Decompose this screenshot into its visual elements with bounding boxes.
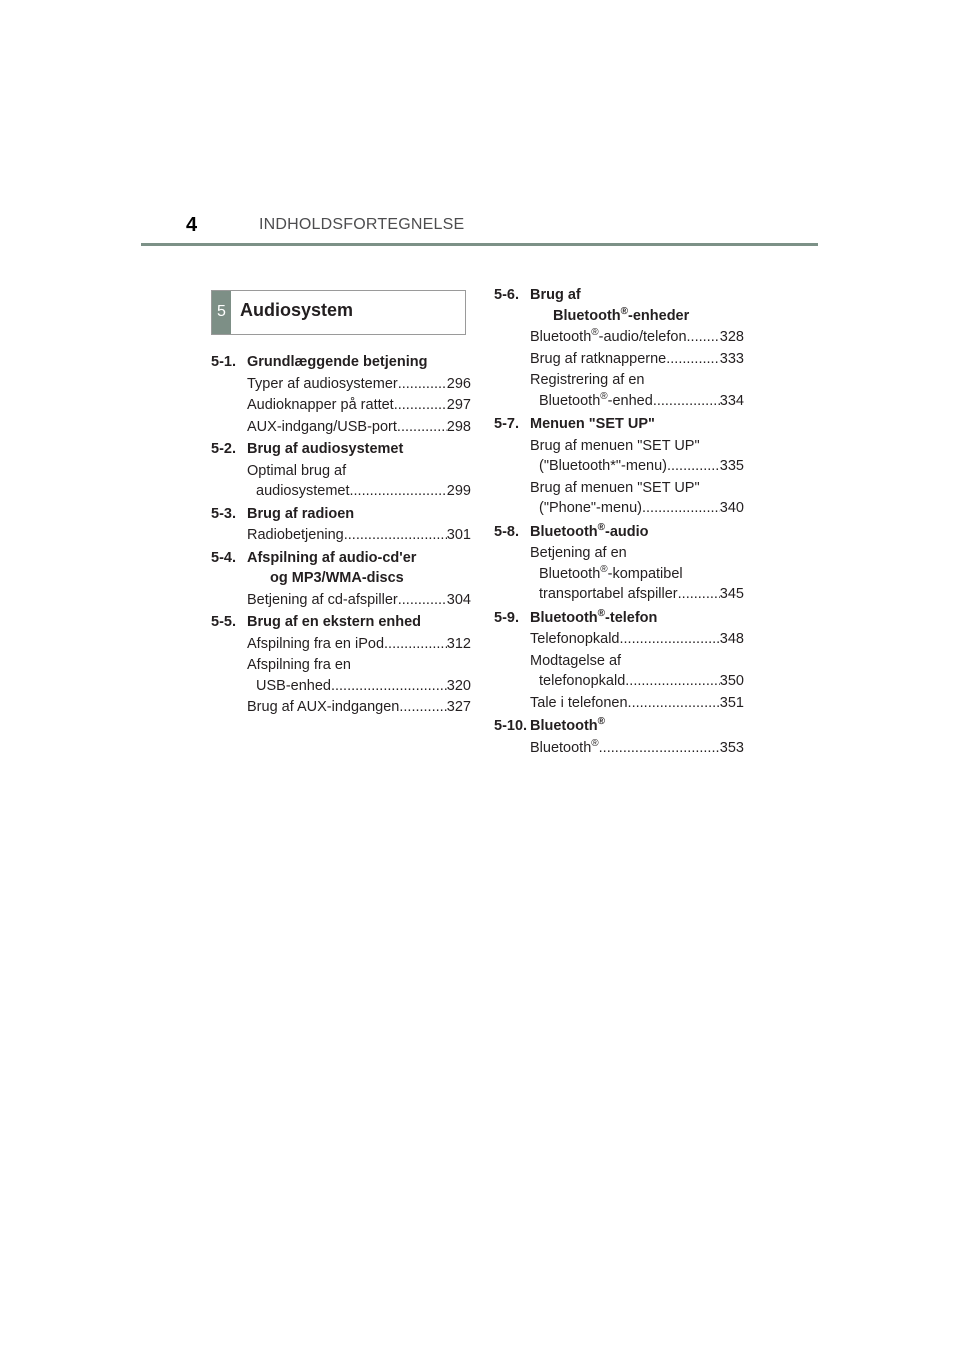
section-title: Audiosystem: [240, 300, 354, 320]
toc-entry: [211, 417, 471, 438]
toc-entry: [211, 395, 471, 416]
toc-column-right: [494, 285, 744, 761]
toc-entry-title: Radiobetjening: [247, 527, 344, 543]
toc-entry-text-line: Afspilning fra en: [247, 657, 351, 673]
section-title-box: [211, 290, 466, 335]
toc-column-left: [211, 352, 471, 720]
toc-chapter-number: 5-1.: [211, 354, 236, 370]
page-number: 4: [186, 214, 198, 236]
toc-entry-line: [530, 693, 744, 714]
toc-chapter-heading: [494, 522, 744, 543]
toc-chapter-title-continued: og MP3/WMA-discs: [270, 570, 404, 586]
toc-entry-title: Brug af AUX-indgangen: [247, 699, 400, 715]
toc-entry-line: [247, 697, 471, 718]
toc-entry-line: [247, 676, 471, 697]
toc-dot-leader: [394, 395, 447, 416]
toc-entry-line: [247, 525, 471, 546]
toc-page-number: 348: [719, 631, 744, 647]
toc-page-number: 353: [719, 739, 744, 756]
toc-chapter-title: Bluetooth®-telefon: [530, 607, 658, 626]
toc-chapter-title: Brug af: [530, 287, 581, 303]
toc-page-number: 301: [446, 527, 471, 543]
toc-entry: [494, 349, 744, 370]
toc-chapter-heading: [211, 612, 471, 633]
toc-entry: [211, 525, 471, 546]
toc-page-number: 296: [446, 375, 471, 392]
toc-page-number: 304: [446, 591, 471, 608]
toc-entry-title: telefonopkald: [539, 673, 626, 689]
toc-chapter-group: [494, 414, 744, 519]
toc-dot-leader: [331, 676, 447, 697]
toc-entry-title: Telefonopkald: [530, 631, 620, 647]
toc-entry: [211, 655, 471, 696]
toc-page-number: 299: [446, 483, 471, 499]
toc-chapter-heading: [211, 352, 471, 373]
toc-chapter-title-continued: Bluetooth®-enheder: [553, 305, 690, 324]
toc-chapter-group: [494, 716, 744, 758]
toc-chapter-heading: [494, 608, 744, 629]
toc-chapter-title: Brug af audiosystemet: [247, 441, 404, 457]
toc-dot-leader: [625, 671, 720, 692]
toc-entry-title: Afspilning fra en iPod: [247, 635, 385, 652]
toc-entry-line: [530, 738, 744, 759]
toc-entry-text-line: Bluetooth®-kompatibel: [539, 563, 683, 582]
toc-chapter-group: [211, 439, 471, 502]
toc-chapter-title: Afspilning af audio-cd'er: [247, 549, 417, 566]
header-title: INDHOLDSFORTEGNELSE: [259, 216, 465, 233]
toc-dot-leader: [350, 481, 447, 502]
toc-page-number: 340: [719, 500, 744, 516]
toc-page-number: 333: [719, 350, 744, 367]
toc-page-number: 335: [719, 458, 744, 474]
section-number-tab: 5: [212, 291, 231, 334]
toc-entry-title: Audioknapper på rattet: [247, 397, 394, 413]
toc-chapter-group: [211, 548, 471, 611]
toc-chapter-heading: [211, 548, 471, 589]
toc-chapter-number: 5-5.: [211, 614, 236, 630]
toc-page-number: 312: [446, 635, 471, 652]
toc-entry-title: Brug af ratknapperne: [530, 350, 667, 367]
toc-chapter-number: 5-9.: [494, 609, 519, 626]
toc-page-number: 351: [719, 694, 744, 711]
toc-entry-title: Bluetooth®: [530, 737, 599, 756]
toc-chapter-number: 5-7.: [494, 416, 519, 432]
toc-entry-line: [530, 349, 744, 370]
toc-entry: [211, 374, 471, 395]
toc-entry-text-line: Brug af menuen "SET UP": [530, 437, 700, 454]
toc-entry-title: Bluetooth®-enhed: [539, 390, 653, 409]
toc-chapter-number: 5-3.: [211, 505, 236, 522]
toc-page-number: 297: [446, 397, 471, 413]
toc-entry-text-line: Optimal brug af: [247, 462, 347, 479]
toc-entry: [211, 590, 471, 611]
toc-entry: [494, 738, 744, 759]
toc-page-number: 327: [446, 699, 471, 715]
toc-entry: [494, 436, 744, 477]
toc-entry-text-line: Betjening af en: [530, 545, 627, 561]
toc-page-number: 334: [719, 392, 744, 409]
toc-entry-text-line: Modtagelse af: [530, 652, 622, 669]
toc-dot-leader: [397, 417, 447, 438]
toc-page-number: 298: [446, 418, 471, 435]
toc-entry: [211, 461, 471, 502]
toc-entry: [494, 543, 744, 605]
toc-dot-leader: [398, 374, 447, 395]
toc-entry-title: Typer af audiosystemer: [247, 375, 398, 392]
toc-chapter-group: [494, 608, 744, 714]
toc-dot-leader: [620, 629, 720, 650]
toc-chapter-heading: [494, 285, 744, 326]
toc-entry: [494, 478, 744, 519]
toc-dot-leader: [653, 391, 720, 412]
toc-entry-title: ("Phone"-menu): [539, 500, 642, 516]
toc-chapter-number: 5-8.: [494, 523, 519, 540]
toc-chapter-group: [494, 522, 744, 605]
toc-entry-line: [530, 391, 744, 412]
toc-chapter-heading: [494, 414, 744, 435]
toc-entry-title: AUX-indgang/USB-port: [247, 418, 397, 435]
toc-chapter-number: 5-6.: [494, 287, 519, 303]
toc-dot-leader: [628, 693, 720, 714]
toc-entry: [211, 634, 471, 655]
toc-entry-title: audiosystemet: [256, 483, 350, 499]
toc-dot-leader: [642, 498, 720, 519]
toc-entry-line: [247, 417, 471, 438]
toc-chapter-title: Grundlæggende betjening: [247, 354, 428, 370]
toc-chapter-title: Brug af radioen: [247, 505, 355, 522]
toc-entry-title: USB-enhed: [256, 677, 331, 694]
toc-chapter-group: [494, 285, 744, 411]
toc-entry: [211, 697, 471, 718]
toc-entry-title: Tale i telefonen: [530, 694, 628, 711]
toc-entry-text-line: Brug af menuen "SET UP": [530, 479, 700, 496]
toc-page-number: 320: [446, 677, 471, 694]
toc-entry-title: ("Bluetooth*"-menu): [539, 458, 667, 474]
toc-page-number: 345: [719, 586, 744, 602]
toc-dot-leader: [384, 634, 447, 655]
toc-entry-line: [530, 498, 744, 519]
toc-entry-line: [247, 481, 471, 502]
toc-entry: [494, 651, 744, 692]
toc-dot-leader: [398, 590, 447, 611]
toc-dot-leader: [599, 738, 720, 759]
toc-entry: [494, 327, 744, 348]
toc-dot-leader: [687, 327, 720, 348]
toc-dot-leader: [678, 584, 720, 605]
toc-chapter-number: 5-2.: [211, 441, 236, 457]
toc-chapter-number: 5-10.: [494, 718, 528, 734]
toc-chapter-group: [211, 504, 471, 546]
toc-entry-line: [247, 634, 471, 655]
toc-chapter-heading: [494, 716, 744, 737]
toc-chapter-group: [211, 612, 471, 718]
toc-chapter-title: Brug af en ekstern enhed: [247, 614, 422, 630]
toc-entry-title: Bluetooth®-audio/telefon: [530, 327, 687, 345]
toc-chapter-heading: [211, 439, 471, 460]
toc-page-number: 328: [719, 329, 744, 345]
toc-entry-text-line: Registrering af en: [530, 372, 645, 388]
toc-entry-line: [530, 327, 744, 348]
toc-dot-leader: [666, 349, 720, 370]
toc-entry-line: [530, 629, 744, 650]
toc-entry-line: [247, 395, 471, 416]
toc-entry-title: Betjening af cd-afspiller: [247, 591, 398, 608]
toc-entry: [494, 370, 744, 411]
toc-entry-line: [530, 671, 744, 692]
toc-chapter-heading: [211, 504, 471, 525]
toc-entry-line: [530, 584, 744, 605]
header-rule: [141, 243, 818, 246]
toc-chapter-title: Bluetooth®-audio: [530, 521, 649, 540]
toc-entry-title: transportabel afspiller: [539, 586, 678, 602]
toc-dot-leader: [667, 456, 720, 477]
toc-entry-line: [530, 456, 744, 477]
toc-entry: [494, 629, 744, 650]
toc-chapter-number: 5-4.: [211, 549, 236, 566]
toc-dot-leader: [344, 525, 447, 546]
toc-chapter-title: Bluetooth®: [530, 716, 606, 734]
toc-chapter-title: Menuen "SET UP": [530, 416, 655, 432]
toc-chapter-group: [211, 352, 471, 437]
toc-entry-line: [247, 590, 471, 611]
toc-dot-leader: [399, 697, 446, 718]
toc-entry: [494, 693, 744, 714]
toc-page-number: 350: [719, 673, 744, 689]
toc-entry-line: [247, 374, 471, 395]
